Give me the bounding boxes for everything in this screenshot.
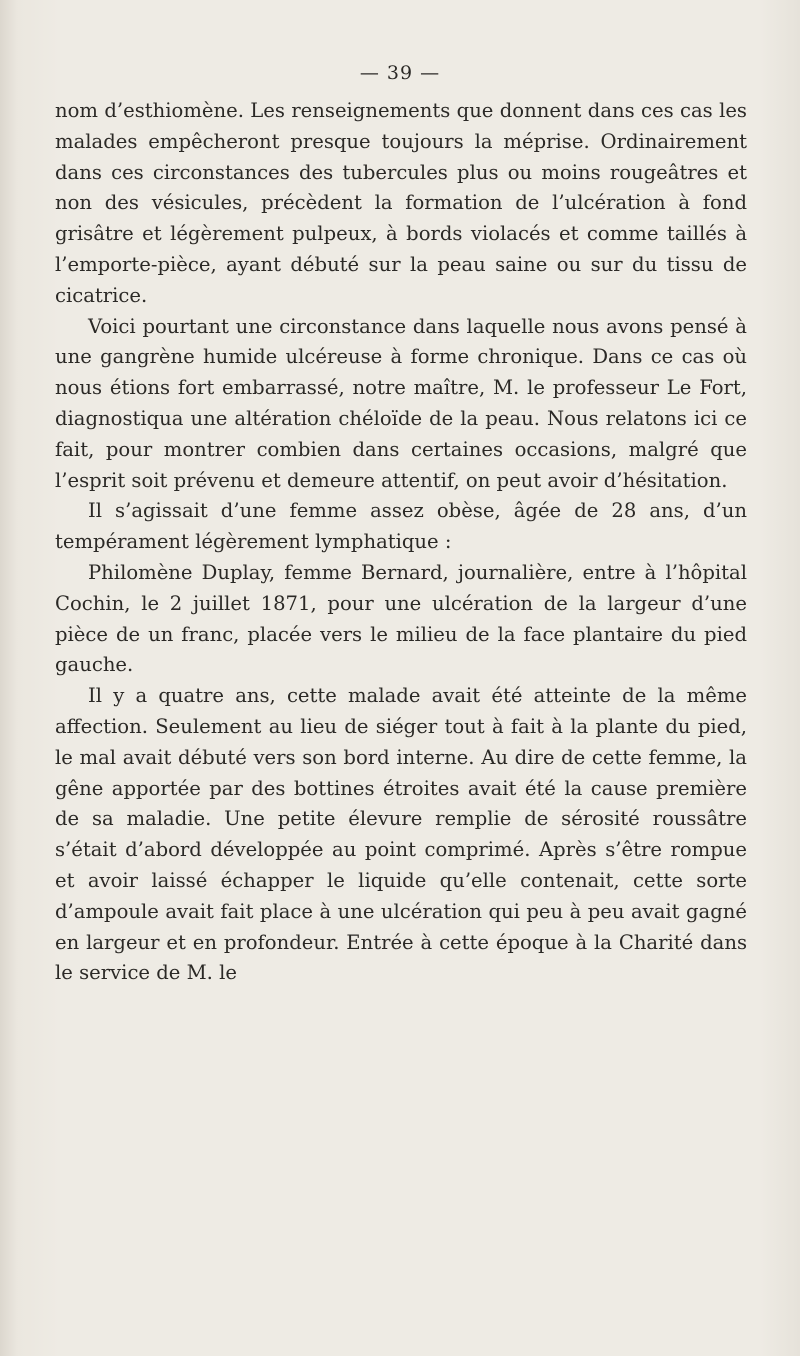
paragraph-3: Il s’agissait d’une femme assez obèse, âgée de 28 ans, d’un tempérament légèrement lymphatique :: [55, 499, 747, 554]
paragraph-4: Philomène Duplay, femme Bernard, journalière, entre à l’hôpital Cochin, le 2 juillet 1871, pour une ulcération de la largeur d’une pièce de un franc, placée vers le milieu de la face plantaire du pied gauche.: [55, 560, 747, 677]
page-number: — 39 —: [359, 62, 441, 84]
paragraph-1: nom d’esthiomène. Les renseignements que donnent dans ces cas les malades empêcheront presque toujours la méprise. Ordinairement dans ces circonstances des tubercules plus ou moins rougeâtres et non des vésicules, précèdent la formation de l’ulcération à fond grisâtre et légèrement pulpeux, à bords violacés et comme taillés à l’emporte-pièce, ayant débuté sur la peau saine ou sur du tissu de cicatrice.: [55, 99, 747, 307]
body-text: [55, 96, 747, 989]
paragraph-2: Voici pourtant une circonstance dans laquelle nous avons pensé à une gangrène humide ulcéreuse à forme chronique. Dans ce cas où nous étions fort embarrassé, notre maître, M. le professeur Le Fort, diagnostiqua une altération chéloïde de la peau. Nous relatons ici ce fait, pour montrer combien dans certaines occasions, malgré que l’esprit soit prévenu et demeure attentif, on peut avoir d’hésitation.: [55, 314, 747, 492]
paragraph-5: Il y a quatre ans, cette malade avait été atteinte de la même affection. Seulement au lieu de siéger tout à fait à la plante du pied, le mal avait débuté vers son bord interne. Au dire de cette femme, la gêne apportée par des bottines étroites avait été la cause première de sa maladie. Une petite élevure remplie de sérosité roussâtre s’était d’abord développée au point comprimé. Après s’être rompue et avoir laissé échapper le liquide qu’elle contenait, cette sorte d’ampoule avait fait place à une ulcération qui peu à peu avait gagné en largeur et en profondeur. Entrée à cette époque à la Charité dans le service de M. le: [55, 684, 747, 985]
